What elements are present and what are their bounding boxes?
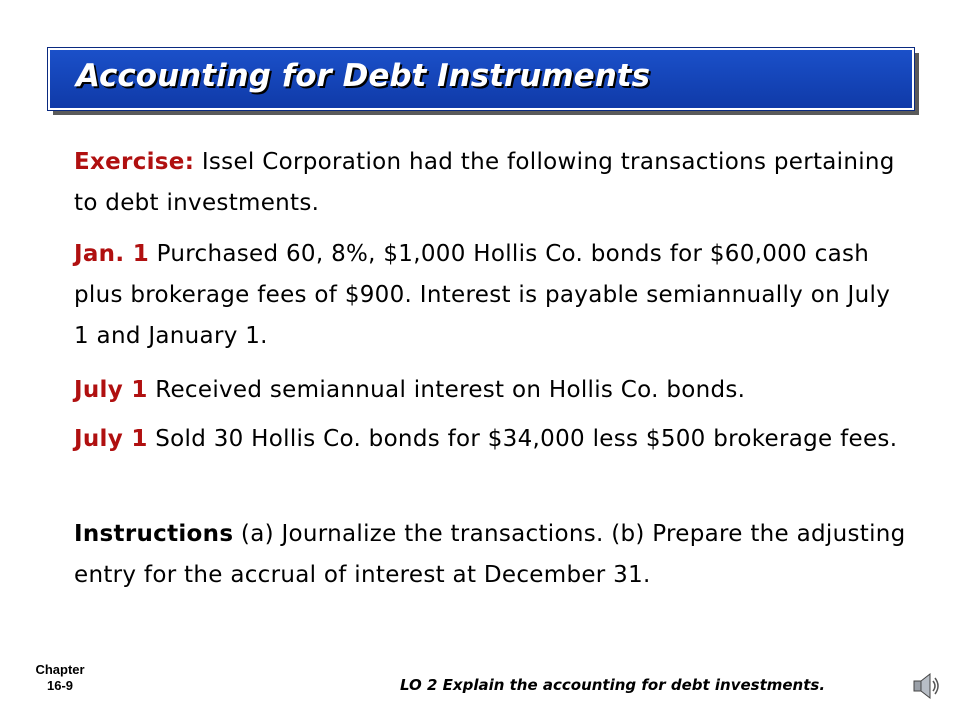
july1-sale-text: Sold 30 Hollis Co. bonds for $34,000 less $500 brokerage fees.: [147, 426, 898, 452]
instructions-label: Instructions: [74, 521, 234, 547]
jan1-text: Purchased 60, 8%, $1,000 Hollis Co. bonds for $60,000 cash plus brokerage fees of $900. Interest is payable semiannually on July 1 and January 1.: [74, 241, 891, 349]
speaker-icon[interactable]: [912, 670, 940, 702]
jan1-paragraph: [74, 234, 910, 357]
july1-interest-text: Received semiannual interest on Hollis Co. bonds.: [147, 377, 746, 403]
chapter-number: 16-9: [46, 678, 74, 693]
july1-sale-label: July 1: [74, 426, 148, 452]
july1-sale-paragraph: [74, 419, 910, 460]
title-banner: [48, 48, 914, 110]
slide-title: Accounting for Debt Instruments: [76, 58, 651, 94]
exercise-paragraph: [74, 142, 910, 224]
chapter-label-block: [20, 662, 100, 694]
july1-interest-paragraph: [74, 370, 910, 411]
july1-interest-label: July 1: [74, 377, 148, 403]
jan1-label: Jan. 1: [74, 241, 150, 267]
learning-objective: LO 2 Explain the accounting for debt investments.: [400, 676, 826, 694]
instructions-paragraph: [74, 514, 910, 596]
chapter-label: Chapter: [35, 662, 85, 677]
exercise-label: Exercise:: [74, 149, 195, 175]
instructions-text: (a) Journalize the transactions. (b) Prepare the adjusting entry for the accrual of interest at December 31.: [74, 521, 906, 588]
exercise-text: Issel Corporation had the following transactions pertaining to debt investments.: [74, 149, 895, 216]
